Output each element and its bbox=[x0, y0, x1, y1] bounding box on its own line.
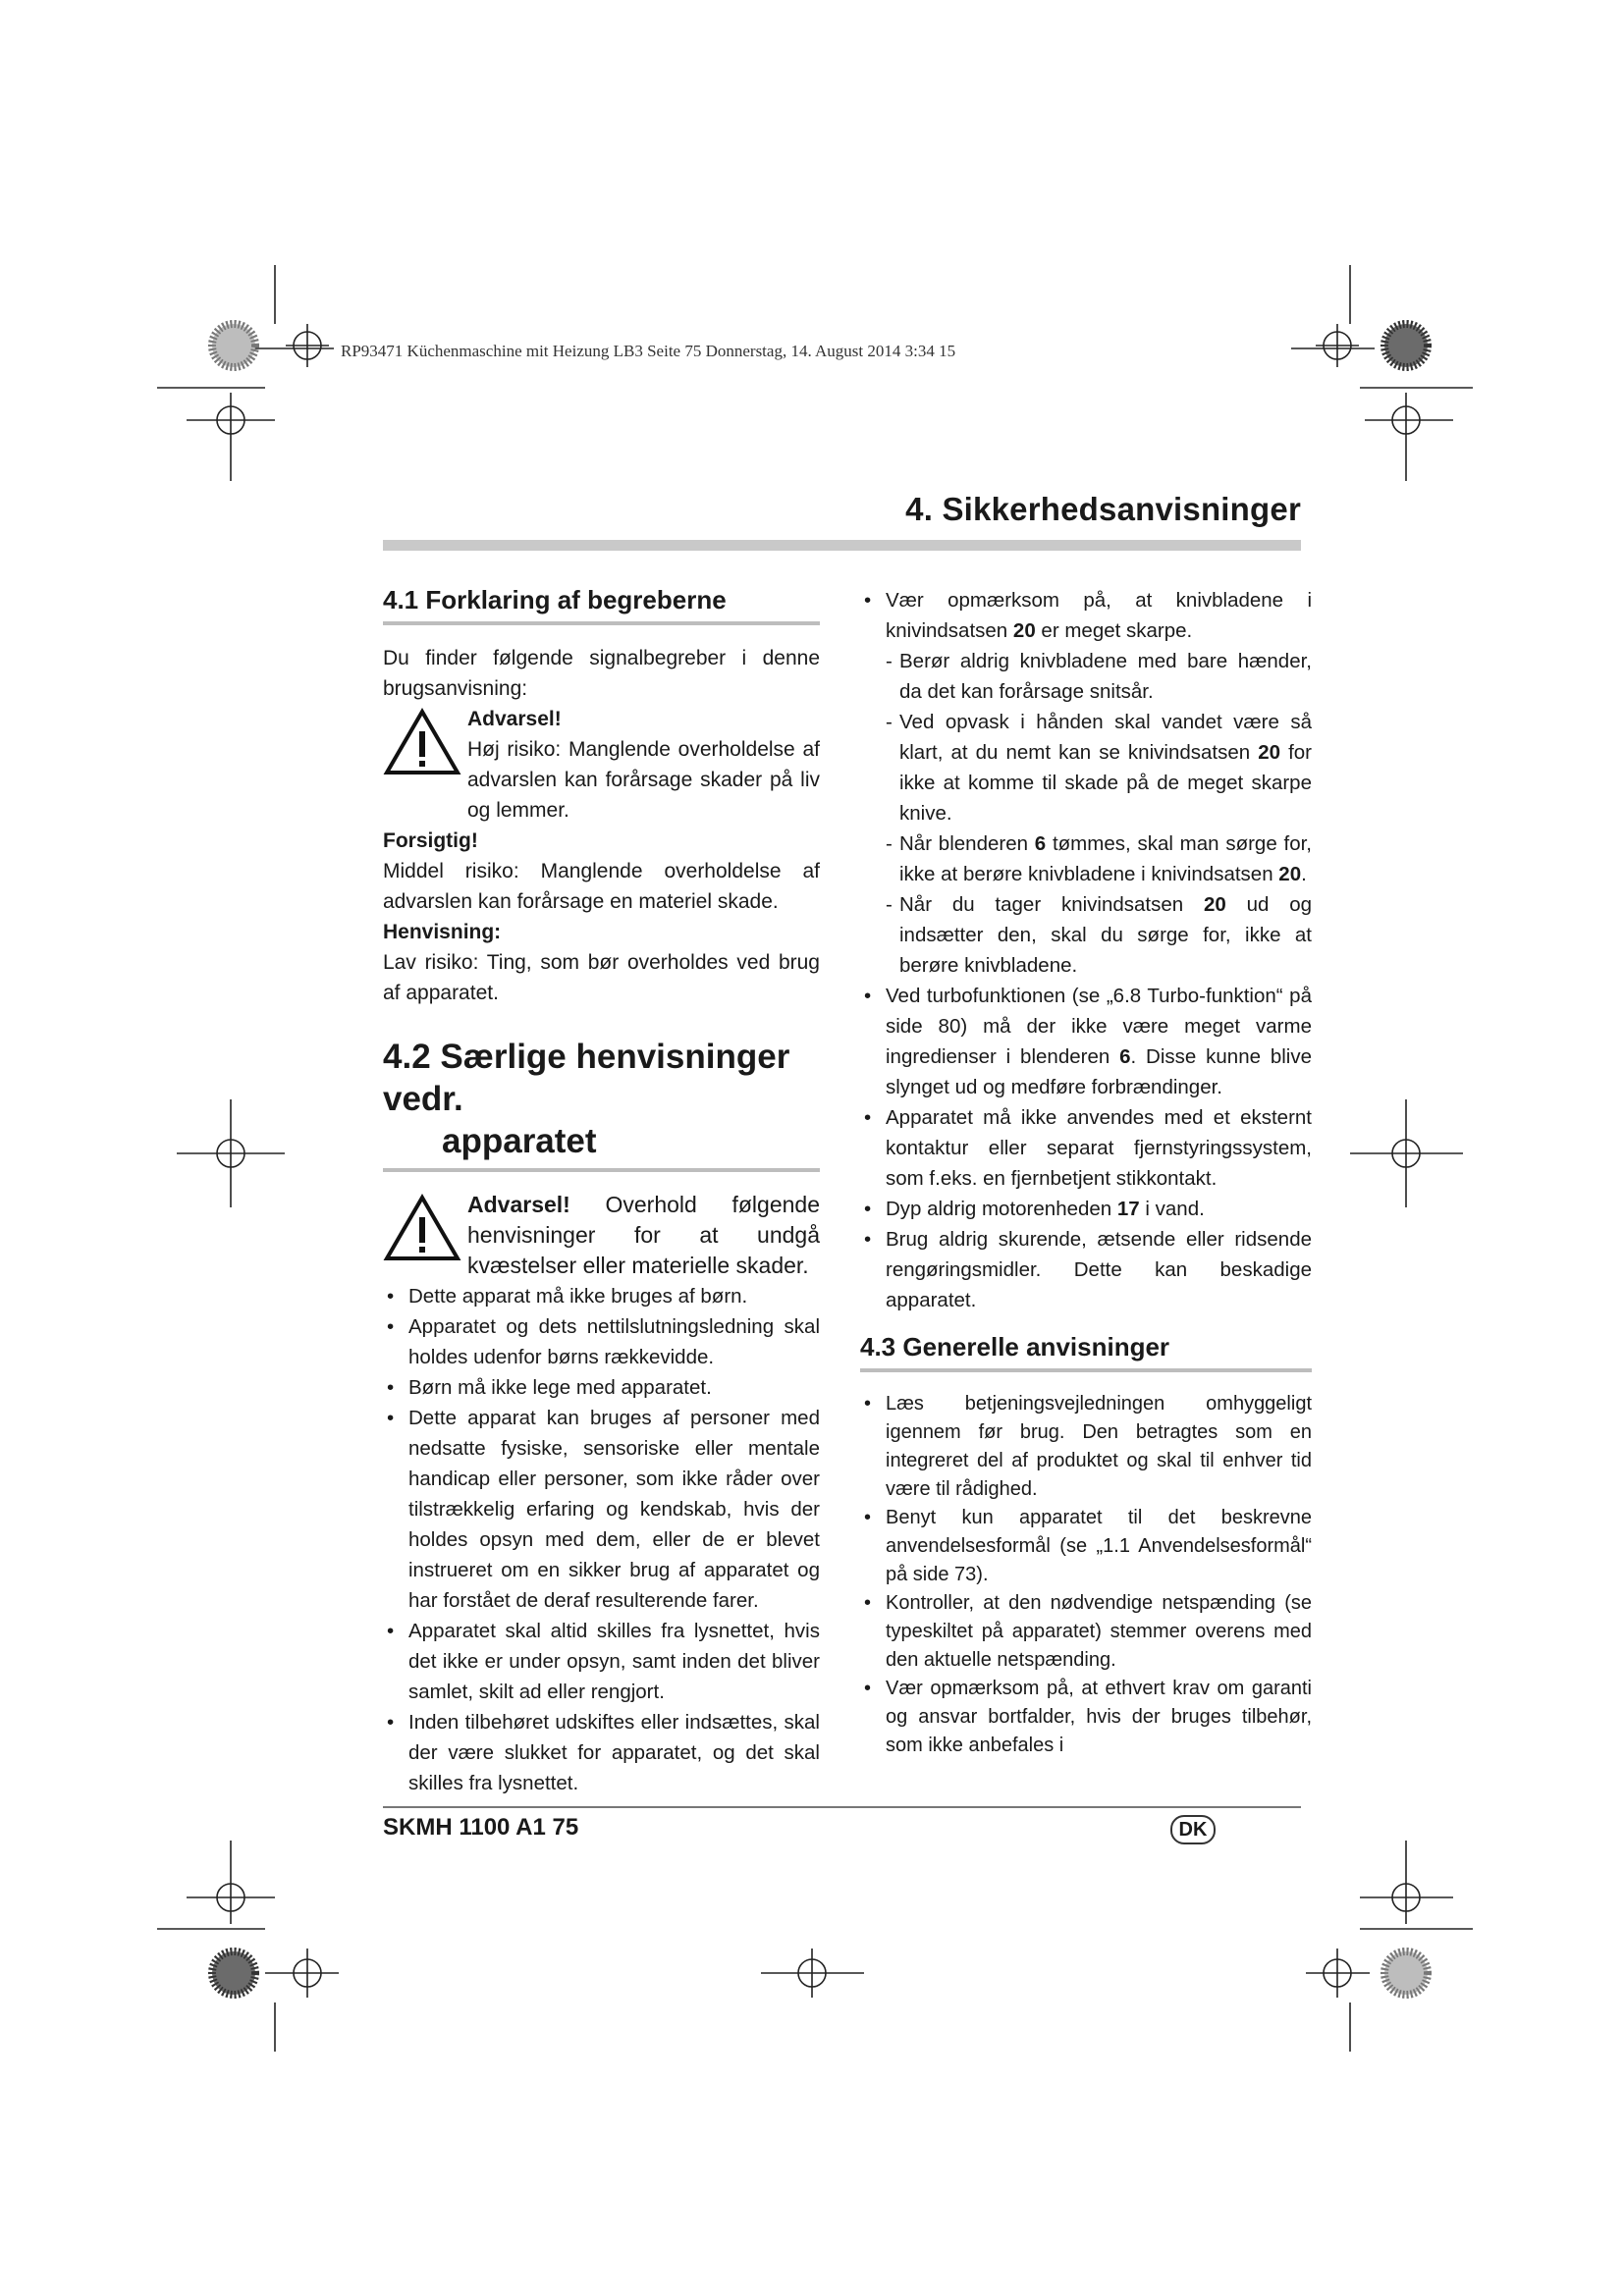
warning-paragraph bbox=[467, 1190, 820, 1281]
warning-definition bbox=[383, 704, 820, 826]
print-header: RP93471 Küchenmaschine mit Heizung LB3 Seite 75 Donnerstag, 14. August 2014 3:34 15 bbox=[341, 342, 956, 360]
list-item: • Benyt kun apparatet til det beskrevne anvendelsesformål (se „1.1 Anvendelsesformål“ på side 73). bbox=[860, 1504, 1312, 1589]
list-item: • Inden tilbehøret udskiftes eller indsættes, skal der være slukket for apparatet, og det skal skilles fra lysnettet. bbox=[383, 1707, 820, 1798]
footer-rule bbox=[383, 1806, 1301, 1808]
text-part: tømmes, skal man sørge for, ikke at berøre knivbladene i knivindsatsen bbox=[899, 832, 1312, 885]
section-rule bbox=[860, 1368, 1312, 1372]
knife-list bbox=[860, 585, 1312, 1315]
list-item bbox=[860, 707, 1312, 828]
list-item: • Apparatet og dets nettilslutningsledning skal holdes udenfor børns rækkevidde. bbox=[383, 1311, 820, 1372]
list-item: • Læs betjeningsvejledningen omhyggeligt igennem før brug. Den betragtes som en integreret del af produktet og skal til enhver tid være til rådighed. bbox=[860, 1390, 1312, 1504]
section-4-1-heading: 4.1 Forklaring af begreberne bbox=[383, 585, 727, 614]
section-4-2-heading bbox=[383, 1036, 820, 1162]
list-item: • Dette apparat må ikke bruges af børn. bbox=[383, 1281, 820, 1311]
warning-label: Advarsel! bbox=[467, 1192, 570, 1217]
section-rule bbox=[383, 1168, 820, 1172]
text-part: ud og indsætter den, skal du sørge for, ikke at berøre knivbladene. bbox=[899, 893, 1313, 977]
section-4-3-heading: 4.3 Generelle anvisninger bbox=[860, 1332, 1170, 1362]
text-part: Ved turbofunktionen (se „6.8 Turbo-funktion“ på side 80) må der ikke være meget varme ingredienser i blenderen bbox=[886, 985, 1312, 1068]
list-item: • Apparatet skal altid skilles fra lysnettet, hvis det ikke er under opsyn, samt inden det bliver samlet, skilt ad eller rengjort. bbox=[383, 1616, 820, 1707]
ref-number: 20 bbox=[1012, 619, 1036, 642]
ref-number: 6 bbox=[1034, 832, 1047, 855]
section-4-2-heading-line2: apparatet bbox=[442, 1122, 597, 1160]
footer-model-page: SKMH 1100 A1 75 bbox=[383, 1814, 579, 1841]
note-text: Lav risiko: Ting, som bør overholdes ved brug af apparatet. bbox=[383, 951, 820, 1004]
special-notes-list bbox=[383, 1281, 820, 1798]
text-part: . Disse kunne blive slynget ud og medføre forbrændinger. bbox=[886, 1045, 1312, 1098]
caution-label: Forsigtig! bbox=[383, 829, 478, 852]
warning-text: Høj risiko: Manglende overholdelse af advarslen kan forårsage skader på liv og lemmer. bbox=[467, 738, 820, 822]
caution-text: Middel risiko: Manglende overholdelse af advarslen kan forårsage en materiel skade. bbox=[383, 860, 820, 913]
text-part: Når blenderen bbox=[899, 832, 1035, 855]
text-part: Vær opmærksom på, at knivbladene i knivindsatsen bbox=[886, 589, 1312, 642]
list-item bbox=[860, 889, 1312, 981]
list-item bbox=[860, 646, 1312, 707]
text-part: i vand. bbox=[1139, 1198, 1205, 1220]
warning-triangle-icon bbox=[383, 708, 461, 776]
warning-triangle-icon bbox=[383, 1194, 461, 1262]
general-notes-list bbox=[860, 1390, 1312, 1760]
list-item: • Vær opmærksom på, at ethvert krav om garanti og ansvar bortfalder, hvis der bruges tilbehør, som ikke anbefales i bbox=[860, 1675, 1312, 1760]
ref-number: 17 bbox=[1116, 1198, 1140, 1220]
text-part: er meget skarpe. bbox=[1035, 619, 1193, 642]
warning-label: Advarsel! bbox=[467, 708, 562, 730]
text-part: . bbox=[1301, 863, 1307, 885]
warning-text: Overhold følgende henvisninger for at undgå kvæstelser eller materielle skader. bbox=[467, 1192, 820, 1278]
text-part: Berør aldrig knivbladene med bare hænder, da det kan forårsage snitsår. bbox=[899, 650, 1312, 703]
list-item: • Dette apparat kan bruges af personer med nedsatte fysiske, sensoriske eller mentale handicap eller personer, som ikke råder over tilstrækkelig erfaring og kendskab, hvis der holdes opsyn med dem, eller de er blevet instrueret om en sikker brug af apparatet og har forstået de deraf resulterende farer. bbox=[383, 1403, 820, 1616]
list-item: • Børn må ikke lege med apparatet. bbox=[383, 1372, 820, 1403]
left-column bbox=[383, 584, 820, 1798]
section-rule bbox=[383, 621, 820, 625]
title-rule bbox=[383, 540, 1301, 551]
country-badge: DK bbox=[1170, 1815, 1216, 1844]
list-item bbox=[860, 1194, 1312, 1224]
intro-text: Du finder følgende signalbegreber i denne brugsanvisning: bbox=[383, 647, 820, 700]
note-label: Henvisning: bbox=[383, 921, 502, 943]
warning-block bbox=[383, 1190, 820, 1281]
section-4-2-heading-line1: 4.2 Særlige henvisninger vedr. bbox=[383, 1038, 790, 1118]
page-title: 4. Sikkerhedsanvisninger bbox=[905, 491, 1301, 527]
knife-sublist bbox=[860, 646, 1312, 981]
list-item: • Kontroller, at den nødvendige netspænding (se typeskiltet på apparatet) stemmer overens med den aktuelle netspænding. bbox=[860, 1589, 1312, 1675]
ref-number: 20 bbox=[1258, 741, 1281, 764]
right-column bbox=[860, 585, 1312, 1760]
list-item: • Apparatet må ikke anvendes med et eksternt kontaktur eller separat fjernstyringssystem, som f.eks. en fjernbetjent stikkontakt. bbox=[860, 1102, 1312, 1194]
ref-number: 6 bbox=[1119, 1045, 1131, 1068]
text-part: for ikke at komme til skade på de meget skarpe knive. bbox=[899, 741, 1312, 825]
ref-number: 20 bbox=[1278, 863, 1302, 885]
ref-number: 20 bbox=[1203, 893, 1226, 916]
text-part: Ved opvask i hånden skal vandet være så klart, at du nemt kan se knivindsatsen bbox=[899, 711, 1312, 764]
text-part: Når du tager knivindsatsen bbox=[899, 893, 1204, 916]
list-item bbox=[860, 585, 1312, 981]
list-item: • Brug aldrig skurende, ætsende eller ridsende rengøringsmidler. Dette kan beskadige apparatet. bbox=[860, 1224, 1312, 1315]
list-item bbox=[860, 828, 1312, 889]
text-part: Dyp aldrig motorenheden bbox=[886, 1198, 1117, 1220]
list-item bbox=[860, 981, 1312, 1102]
